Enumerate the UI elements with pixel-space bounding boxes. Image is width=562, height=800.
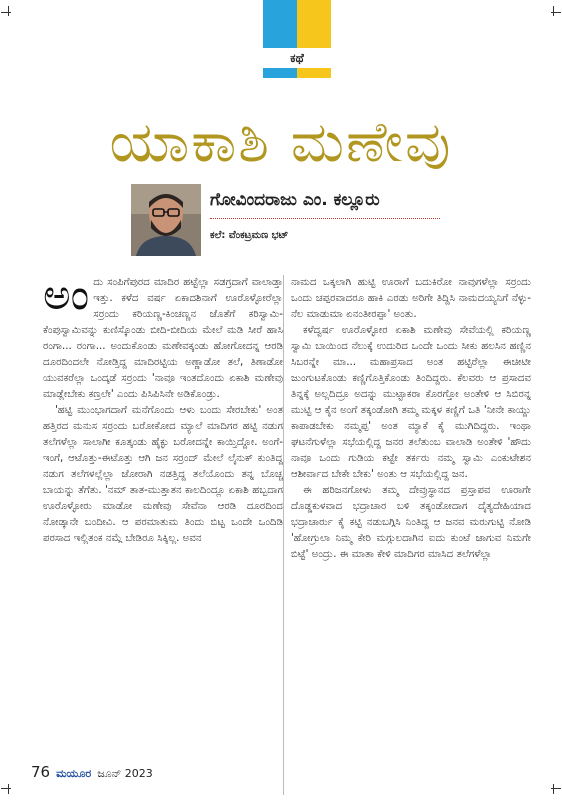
byline-divider — [210, 218, 440, 219]
crop-mark — [8, 784, 9, 794]
paragraph: ಈ ಹರಿಜನಗೋಳು ತಮ್ಮ ದೇವ್ರುಸ್ಥಾನದ ಪ್ರಸ್ತಾಪವ ಊರಾಗೇ ದೊಡ್ಡಕುಳವಾದ ಭದ್ರಾಚಾರ ಬಳಿ ತಕ್ಕಂಡೋದಾಗ ದೈತ್ಯದೇಹಿಯಾದ ಭದ್ರಾಚಾರ್ರು ಕೈ ಕಟ್ಟಿ ನಡುಬಗ್ಗಿಸಿ ನಿಂತಿದ್ದ ಆ ಜನವ ಮರುಗುಟ್ಟಿ ನೋಡಿ 'ಹೋಗ್ರುಲಾ ನಿಮ್ಮ ಕೇರಿ ಮಗ್ಗುಲದಾಗಿನ ಐದು ಕುಂಟೆ ಜಾಗುವ ನಿಮಗೇ ಬಿಟ್ಟೆ' ಅಂದ್ರು. ಈ ಮಾತಾ ಕೇಳಿ ಮಾದಿಗರ ಮಾಸಿದ ತಲೆಗಳೆಲ್ಲಾ — [291, 485, 531, 560]
article-column-left — [43, 270, 283, 547]
author-portrait-icon — [131, 184, 201, 256]
illustration-credit: ಕಲೆ: ವೆಂಕಟ್ರಮಣ ಭಟ್ — [210, 230, 289, 241]
page-footer — [31, 763, 153, 781]
crop-mark — [1, 12, 11, 13]
section-label: ಕಥೆ — [263, 48, 331, 68]
article-column-right — [291, 275, 531, 563]
crop-mark — [551, 12, 561, 13]
crop-mark — [553, 6, 554, 16]
column-divider — [283, 275, 284, 795]
drop-cap: ಅಂ — [43, 270, 90, 319]
paragraph — [43, 270, 283, 403]
tag-blue-block — [263, 68, 297, 78]
issue-date: ಜೂನ್ 2023 — [97, 767, 153, 780]
crop-mark — [1, 788, 11, 789]
crop-mark — [553, 784, 554, 794]
author-name: ಗೋವಿಂದರಾಜು ಎಂ. ಕಲ್ಲೂರು — [210, 190, 380, 210]
paragraph-text: ದು ಸಂಪಿಗೆಪುರದ ಮಾದಿರ ಹಟ್ಟೆಲ್ಲಾ ಸಡಗ್ರದಾಗೆ ವಾಲಾಡ್ತಾ ಇತ್ತು. ಕಳೆದ ವರ್ಷ ಏಕಾದಶಿನಾಗೆ ಊರೊಳ್ಳೋರೆಲ್ಲಾ ಸರ್ರಂದು ಕರಿಯಣ್ಣ-ಕಿಂಚಣ್ಣನ ಜೊತೆಗೆ ಕರಿಸ್ವಾಮಿ-ಕೆಂಪುಸ್ವಾಮಿವನ್ನು ಕುಣಿಸ್ಕೊಂಡು ಬೀದಿ-ಬೀದಿಯ ಮೇಲೆ ಮಡಿ ಸೀರೆ ಹಾಸಿ ರಂಗಾ... ರಂಗಾ... ಅಂದುಕೊಂಡು ಮಣೇವಕ್ಕಂಡು ಹೋಗೋದನ್ನ ಆರಡಿ ದೂರದಿಂದಲೇ ನೋಡ್ತಿದ್ದ ಮಾದಿರಟ್ಟಿಯ ಅಣ್ಣಾಡೋ ತಲೆ, ತಿಣಾಡೋ ಯುವಕರೆಲ್ಲಾ ಒಂದ್ಕಡೆ ಸರ್ರಂದು 'ನಾವೂ ಇಂತದೊಂದು ಏಕಾಶಿ ಮಣೇವು ಮಾಡ್ಲೇಬೇಕು ಕಣ್ರಲೇ' ಎಂದು ಪಿಸಿಪಿಸಿನೇ ಅಡಿಕೊಂಡ್ರು. — [43, 277, 283, 400]
story-title: ಯಾಕಾಶಿ ಮಣೇವು — [109, 110, 453, 175]
magazine-logo: ಮಯೂರ — [56, 767, 92, 780]
page-number: 76 — [31, 763, 51, 781]
paragraph: 'ಹಟ್ಟಿ ಮುಂಭಾಗದಾಗೆ ಮನೆಗೊಂದು ಆಳು ಬಂದು ಸೇರಬೇಕು' ಅಂತ ಹತ್ತಿರದ ಮನುಸ ಸರ್ರಂದು ಬರೋಕೋದ ಮ್ಯಾಲೆ ಮಾದಿಗರ ಹಟ್ಟಿ ನಡುಗ ತಲೆಗಳೆಲ್ಲಾ ಸಾಲಾಗೀ ಕೂತ್ಕಂಡು ಹೈಕ್ಳು ಬರೋದನ್ನೇ ಕಾಯ್ತಿದ್ದೋ. ಅಂಗೆ-ಇಂಗೆ, ಆಟೊತ್ತು-ಈಟೊತ್ತು ಆಗಿ ಜನ ಸರ್ರಂದ್ ಮೇಲೆ ಲೈನುಕ್ ಕುಂತಿದ್ದ ನಡುಗ ತಲೆಗಳಲ್ಲೆಲ್ಲಾ ಜೋರಾಗಿ ನಡತ್ತಿದ್ದ ತಲೆಯೊಂದು ತನ್ನ ಬೊಚ್ಚ ಬಾಯನ್ನು ತೆಗೆತು. 'ನಮ್ ತಾತ-ಮುತ್ತಾತನ ಕಾಲದಿಂದ್ಲೂ ಏಕಾಶಿ ಹಬ್ಬದಾಗ ಊರೊಳ್ಳೋರು ಮಾಡೋ ಮಣೇವು ಸೇವೆನಾ ಆರಡಿ ದೂರದಿಂದ ನೋಡ್ಕಾನೇ ಬಂದೀವಿ. ಆ ಪರಮಾತುಮ ತಿಂದು ಬಿಟ್ಟ ಒಂದೇ ಒಂದಿಡಿ ಪರಸಾದ ಇಲ್ಲಿತಂಕ ನಮ್ಗೆ ಬೇಡಿರೂ ಸಿಕ್ಕಿಲ್ಲ. ಅವನ — [43, 405, 283, 544]
crop-mark — [551, 788, 561, 789]
tag-yellow-block — [297, 68, 331, 78]
paragraph: ಕಳೆದ್ವರ್ಷ ಊರೊಳ್ಳೋರ ಏಕಾಶಿ ಮಣೇವು ಸೇವೆಯಲ್ಲಿ ಕರಿಯಣ್ಣ ಸ್ವಾಮಿ ಬಾಯಿಂದ ನೆಲುಕ್ಕೆ ಉದುರಿದ ಒಂದೇ ಒಂದು ಸೀಕು ಹಲಸಿನ ಹಣ್ಣಿನ ಸಿಬರನ್ನೇ ಮಾ... ಮಹಾಪ್ರಸಾದ ಅಂತ ಹಟ್ಟಿರೆಲ್ಲಾ ಈಚೀಟೀ ಜುಂಗುಟಕೊಂಡು ಕಣ್ಣಿಗೊತ್ತಿಕೊಂಡು ತಿಂದಿದ್ದರು. ಕೆಲವರು ಆ ಪ್ರಸಾದವ ತಿನ್ನಕ್ಕೆ ಅಲ್ಲದಿದ್ರೂ ಅದನ್ನು ಮುಟ್ಟಾಕರಾ ಕೊರಗ್ತೋ ಅಂತೇಳಿ ಆ ಸಿಬಿರನ್ನ ಮುಟ್ಟಿ ಆ ಕೈನ ಅಂಗೆ ತಕ್ಕಂಡೋಗಿ ತಮ್ಮ ಮಕ್ಕಳ ಕಣ್ಣಿಗೆ ಒತಿ 'ನೀನೇ ಕಾಯ್ದು ಕಾಪಾಡಬೇಕು ನಮ್ಮಪ್ಪ' ಅಂತ ಮ್ಯಾಕೆ ಕೈ ಮುಗಿದಿದ್ದರು. ಇಂಥಾ ಘಟನೆಗುಳೆಲ್ಲಾ ಸಭೆಯಲ್ಲಿದ್ದ ಜನರ ತಲೆತುಂಬ ವಾಲಾಡಿ ಅಂತೇಳಿ 'ಹೌದು ನಾವೂ ಒಂದು ಗುಡಿಯ ಕಟ್ಟೇ ತರ್ಕರು ನಮ್ಮ ಸ್ವಾಮಿ ಎಂಕುಟೇಶನ ಆಶೀರ್ವಾದ ಬೇಕೇ ಬೇಕು' ಅಂತು ಆ ಸಭೆಯಲ್ಲಿದ್ದ ಜನ. — [291, 325, 531, 480]
crop-mark — [8, 6, 9, 16]
tag-yellow-block — [297, 0, 331, 48]
tag-blue-block — [263, 0, 297, 48]
author-photo — [131, 184, 201, 256]
section-tag — [263, 0, 331, 78]
paragraph: ನಾಮದ ಒಕ್ಕಲಾಗಿ ಹುಟ್ಟಿ ಊರಾಗೆ ಬದುಕಿರೋ ನಾವುಗಳೆಲ್ಲಾ ಸರ್ರಂದು ಒಂದು ಚಪ್ಪರವಾದರೂ ಹಾಕಿ ಎರಡು ಅರಿಗೇ ತಿದ್ದಿಸಿ ನಾಮದಯ್ಯನಿಗೆ ನೆಳ್ಳು-ನೆಲ ಮಾಡುಮಾ ಏನಂತೀರಪ್ಪಾ' ಅಂತು. — [291, 277, 531, 320]
